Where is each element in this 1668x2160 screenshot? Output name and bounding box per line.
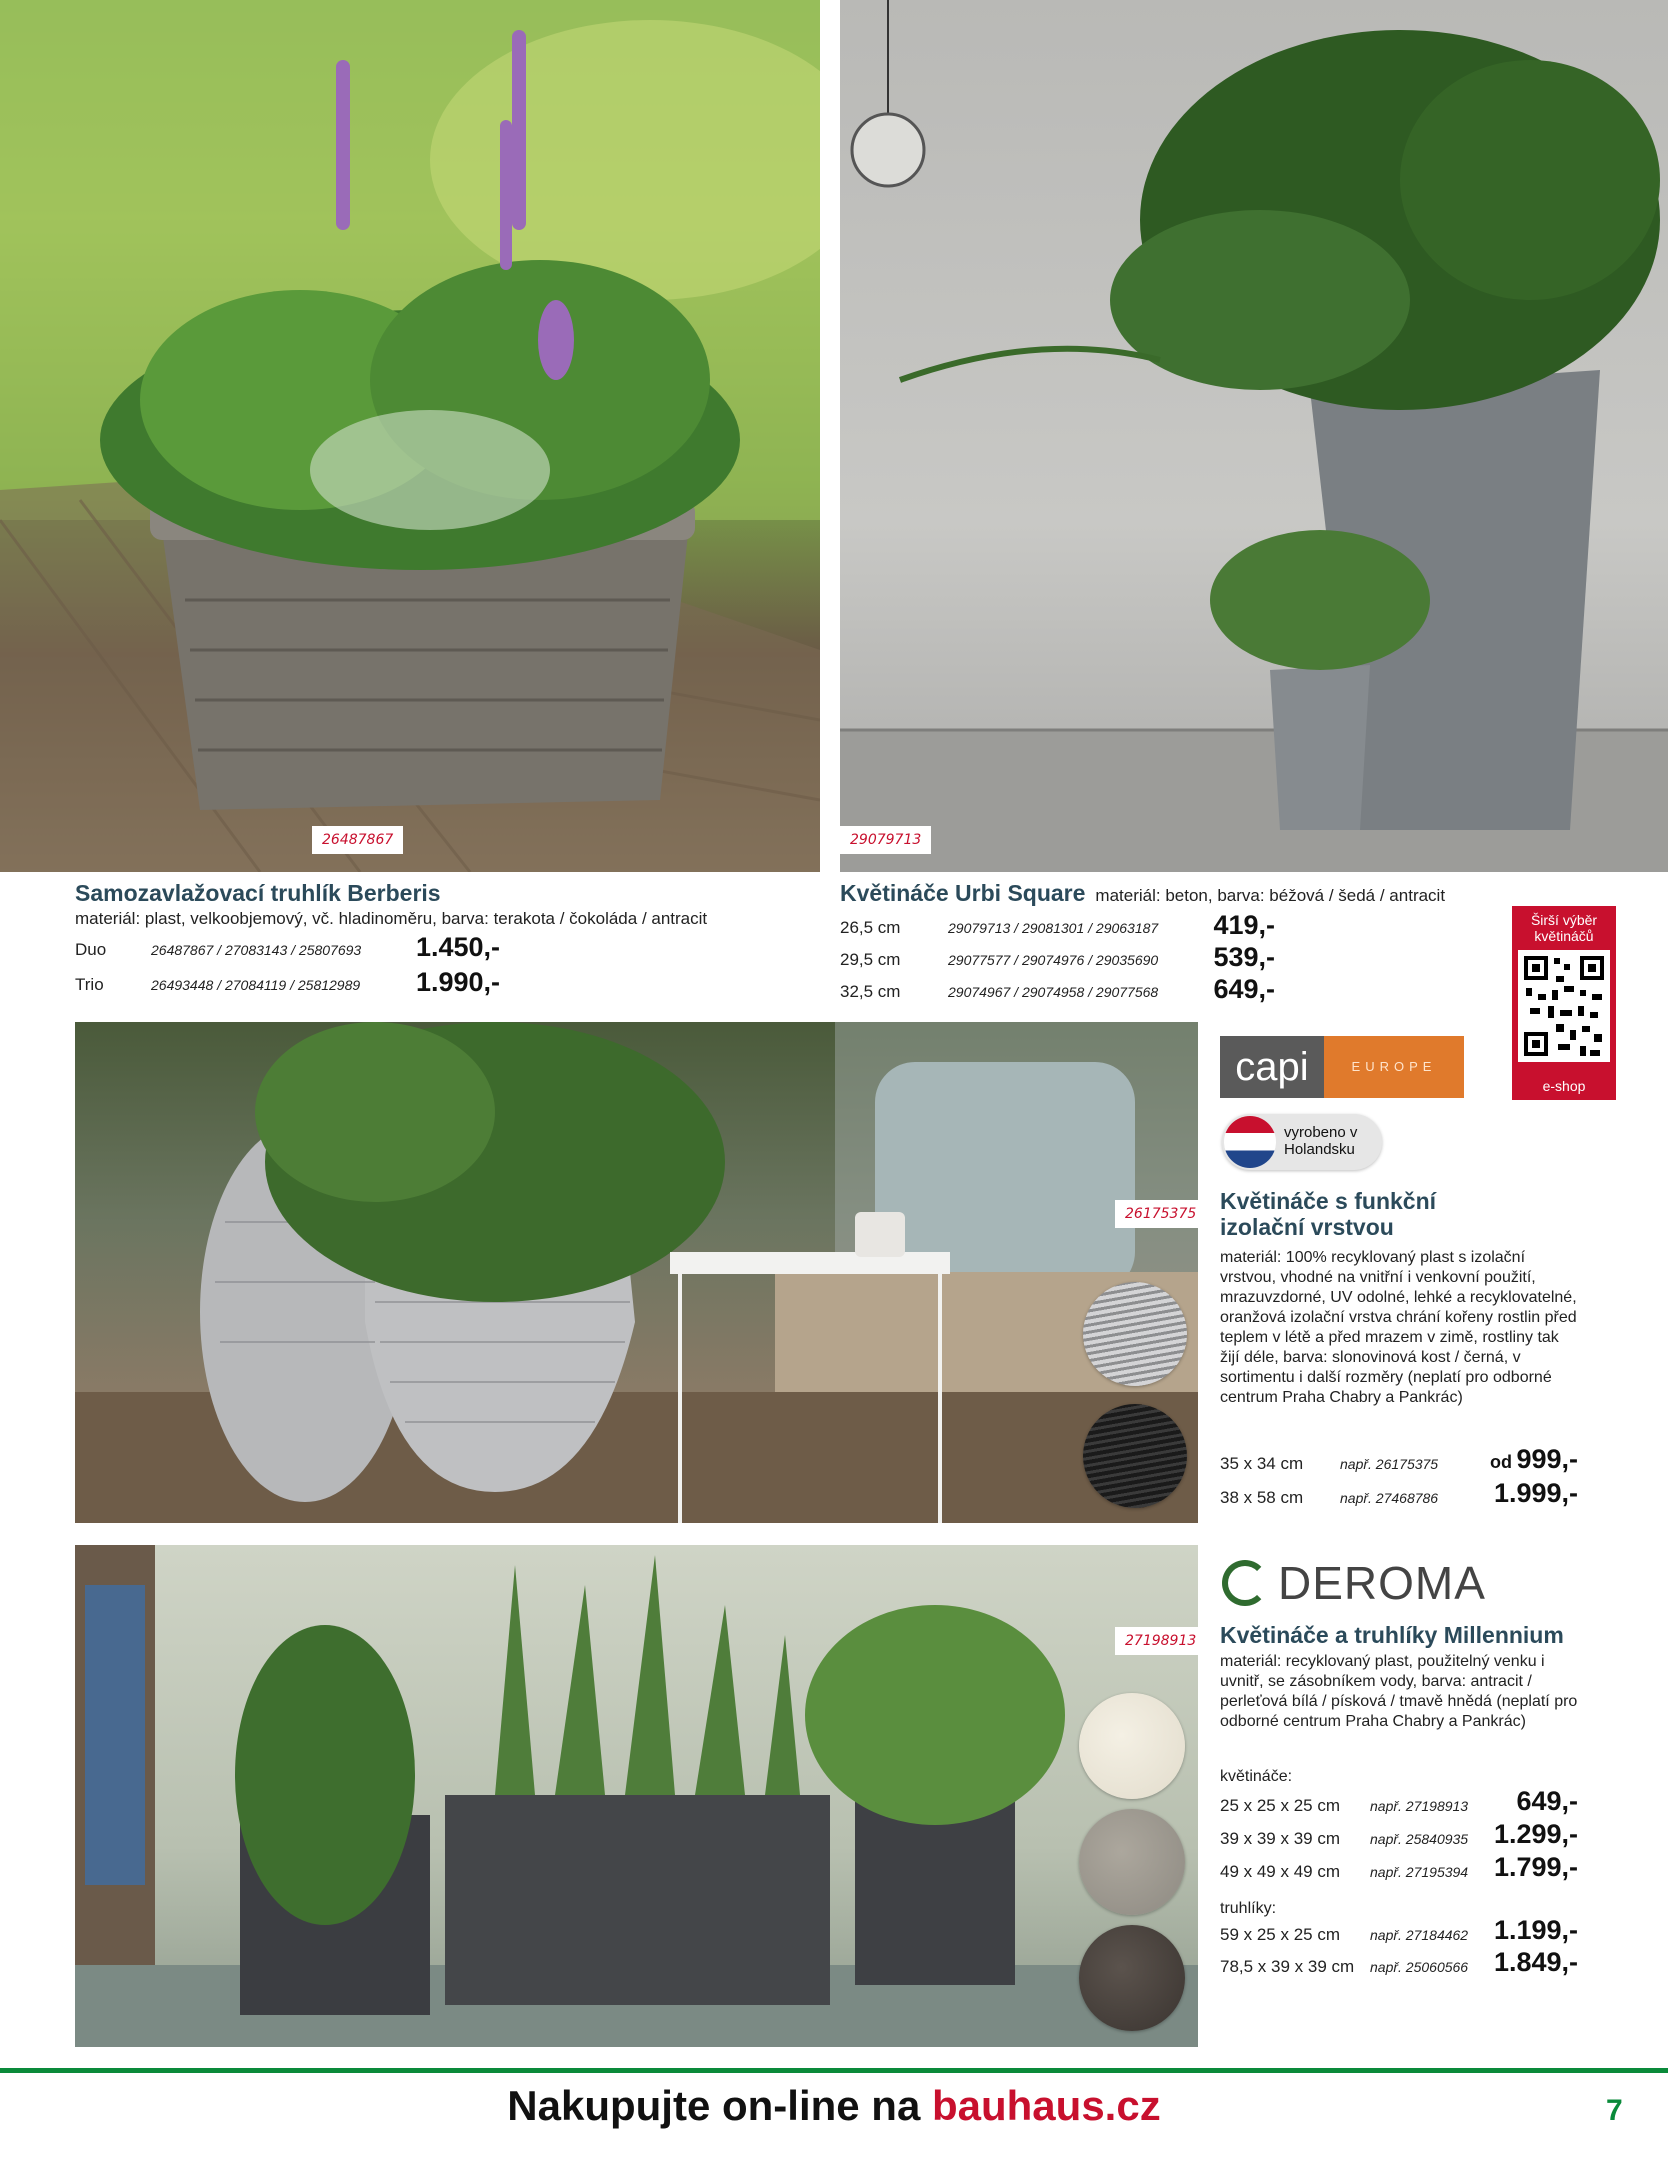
- sku-tag: 26487867: [312, 826, 403, 854]
- page-number: 7: [1606, 2094, 1623, 2127]
- qr-code-icon: [1518, 950, 1610, 1062]
- product-code: např. 26175375: [1340, 1456, 1439, 1472]
- pot-size: 39 x 39 x 39 cm: [1220, 1829, 1341, 1848]
- urbi-title: Květináče Urbi Square: [840, 880, 1086, 906]
- deroma-title: Květináče a truhlíky Millennium: [1220, 1622, 1564, 1648]
- product-codes: 29074967 / 29074958 / 29077568: [948, 984, 1159, 1000]
- price: 539,-: [1213, 942, 1275, 972]
- swatch-dark-brown: [1079, 1925, 1185, 2031]
- pot-size: 49 x 49 x 49 cm: [1220, 1862, 1341, 1881]
- price: 649,-: [1516, 1786, 1578, 1816]
- flag-badge-text: vyrobeno v Holandsku: [1284, 1124, 1358, 1158]
- product-code: např. 27184462: [1370, 1927, 1469, 1943]
- product-code: např. 27195394: [1370, 1864, 1469, 1880]
- swatch-pearl-white: [1079, 1693, 1185, 1799]
- price: 999,-: [1516, 1444, 1578, 1474]
- deroma-box-row: [1220, 1957, 1468, 1977]
- capi-logo-mark: capi: [1220, 1036, 1324, 1098]
- swatch-ivory: [1083, 1282, 1187, 1386]
- price-prefix: od: [1490, 1452, 1512, 1472]
- footer-text: Nakupujte on-line na: [507, 2082, 932, 2129]
- netherlands-flag-icon: [1224, 1116, 1276, 1168]
- price: 1.450,-: [415, 932, 500, 962]
- qr-promo-text: Širší výběr květináčů: [1530, 912, 1598, 944]
- qr-promo-footer: e-shop: [1542, 1078, 1586, 1094]
- price: 1.849,-: [1493, 1947, 1578, 1977]
- photo-capi-pots: [75, 1022, 1198, 1523]
- box-size: 59 x 25 x 25 cm: [1220, 1925, 1341, 1944]
- sku-tag: 29079713: [840, 826, 931, 854]
- footer-rule: [0, 2068, 1668, 2073]
- deroma-pot-row: [1220, 1862, 1468, 1882]
- capi-row: [1220, 1454, 1438, 1474]
- deroma-description: materiál: recyklovaný plast, použitelný venku i uvnitř, se zásobníkem vody, barva: antracit / perleťová bílá / písková / tmavě hnědá (neplatí pro odborné centrum Praha Chabry a Pankrác): [1220, 1653, 1578, 1730]
- capi-description: materiál: 100% recyklovaný plast s izolační vrstvou, vhodné na vnitřní i venkovní použití, mrazuvzdorné, UV odolné, lehké a recyklovatelné, oranžová izolační vrstva chrání kořeny rostlin před teplem v létě a před mrazem v zimě, rostliny tak žijí déle, barva: slonovinová kost / černá, v sortimentu i další rozměry (neplatí pro odborné centrum Praha Chabry a Pankrác): [1220, 1249, 1577, 1406]
- deroma-pot-row: [1220, 1829, 1468, 1849]
- box-size: 78,5 x 39 x 39 cm: [1220, 1957, 1355, 1976]
- urbi-heading: [840, 880, 1460, 906]
- variant-label: Trio: [75, 975, 104, 994]
- sku-tag: 27198913: [1115, 1627, 1198, 1655]
- boxes-label: truhlíky:: [1220, 1900, 1277, 1917]
- variant-label: Duo: [75, 940, 107, 959]
- qr-promo-box[interactable]: [1512, 906, 1616, 1100]
- price: 419,-: [1213, 910, 1275, 940]
- pot-size: 38 x 58 cm: [1220, 1488, 1304, 1507]
- sku-tag: 26175375: [1115, 1200, 1198, 1228]
- product-codes: 26493448 / 27084119 / 25812989: [151, 977, 361, 993]
- pot-size: 32,5 cm: [840, 982, 901, 1001]
- price-block: [1470, 1444, 1578, 1475]
- urbi-row: [840, 918, 1158, 938]
- product-code: např. 27468786: [1340, 1490, 1439, 1506]
- price: 649,-: [1213, 974, 1275, 1004]
- product-codes: 26487867 / 27083143 / 25807693: [151, 942, 362, 958]
- footer-cta[interactable]: [0, 2082, 1668, 2130]
- deroma-pot-row: [1220, 1796, 1468, 1816]
- footer-link[interactable]: bauhaus.cz: [931, 2082, 1161, 2129]
- price: 1.799,-: [1493, 1852, 1578, 1882]
- deroma-illustration: [75, 1545, 1198, 2047]
- pot-size: 35 x 34 cm: [1220, 1454, 1304, 1473]
- photo-urbi-square: [840, 0, 1668, 872]
- urbi-description: materiál: beton, barva: béžová / šedá / antracit: [1095, 886, 1446, 905]
- product-code: např. 27198913: [1370, 1798, 1469, 1814]
- deroma-logo-text: DEROMA: [1278, 1557, 1486, 1609]
- swatch-black: [1083, 1404, 1187, 1508]
- capi-row: [1220, 1488, 1438, 1508]
- capi-illustration: [75, 1022, 1198, 1523]
- product-code: např. 25060566: [1370, 1959, 1469, 1975]
- deroma-box-row: [1220, 1925, 1468, 1945]
- capi-logo-sub: EUROPE: [1324, 1036, 1464, 1098]
- price: 1.990,-: [415, 967, 500, 997]
- deroma-logo-icon: [1222, 1560, 1268, 1606]
- berberis-description: materiál: plast, velkoobjemový, vč. hladinoměru, barva: terakota / čokoláda / antracit: [75, 909, 708, 928]
- berberis-illustration: [0, 0, 820, 872]
- berberis-title: Samozavlažovací truhlík Berberis: [75, 880, 441, 906]
- product-codes: 29077577 / 29074976 / 29035690: [948, 952, 1159, 968]
- pots-label: květináče:: [1220, 1768, 1293, 1785]
- deroma-logo: [1222, 1556, 1486, 1610]
- swatch-sand: [1079, 1809, 1185, 1915]
- pot-size: 26,5 cm: [840, 918, 901, 937]
- urbi-row: [840, 950, 1158, 970]
- product-code: např. 25840935: [1370, 1831, 1469, 1847]
- urbi-row: [840, 982, 1158, 1002]
- made-in-netherlands-badge: [1222, 1114, 1382, 1170]
- price: 1.299,-: [1493, 1819, 1578, 1849]
- pot-size: 29,5 cm: [840, 950, 901, 969]
- pot-size: 25 x 25 x 25 cm: [1220, 1796, 1341, 1815]
- capi-title: Květináče s funkční izolační vrstvou: [1220, 1188, 1437, 1240]
- photo-berberis-planter: [0, 0, 820, 872]
- capi-logo: [1220, 1036, 1464, 1098]
- urbi-illustration: [840, 0, 1668, 872]
- photo-deroma-millennium: [75, 1545, 1198, 2047]
- price: 1.999,-: [1493, 1478, 1578, 1508]
- product-codes: 29079713 / 29081301 / 29063187: [948, 920, 1159, 936]
- price: 1.199,-: [1493, 1915, 1578, 1945]
